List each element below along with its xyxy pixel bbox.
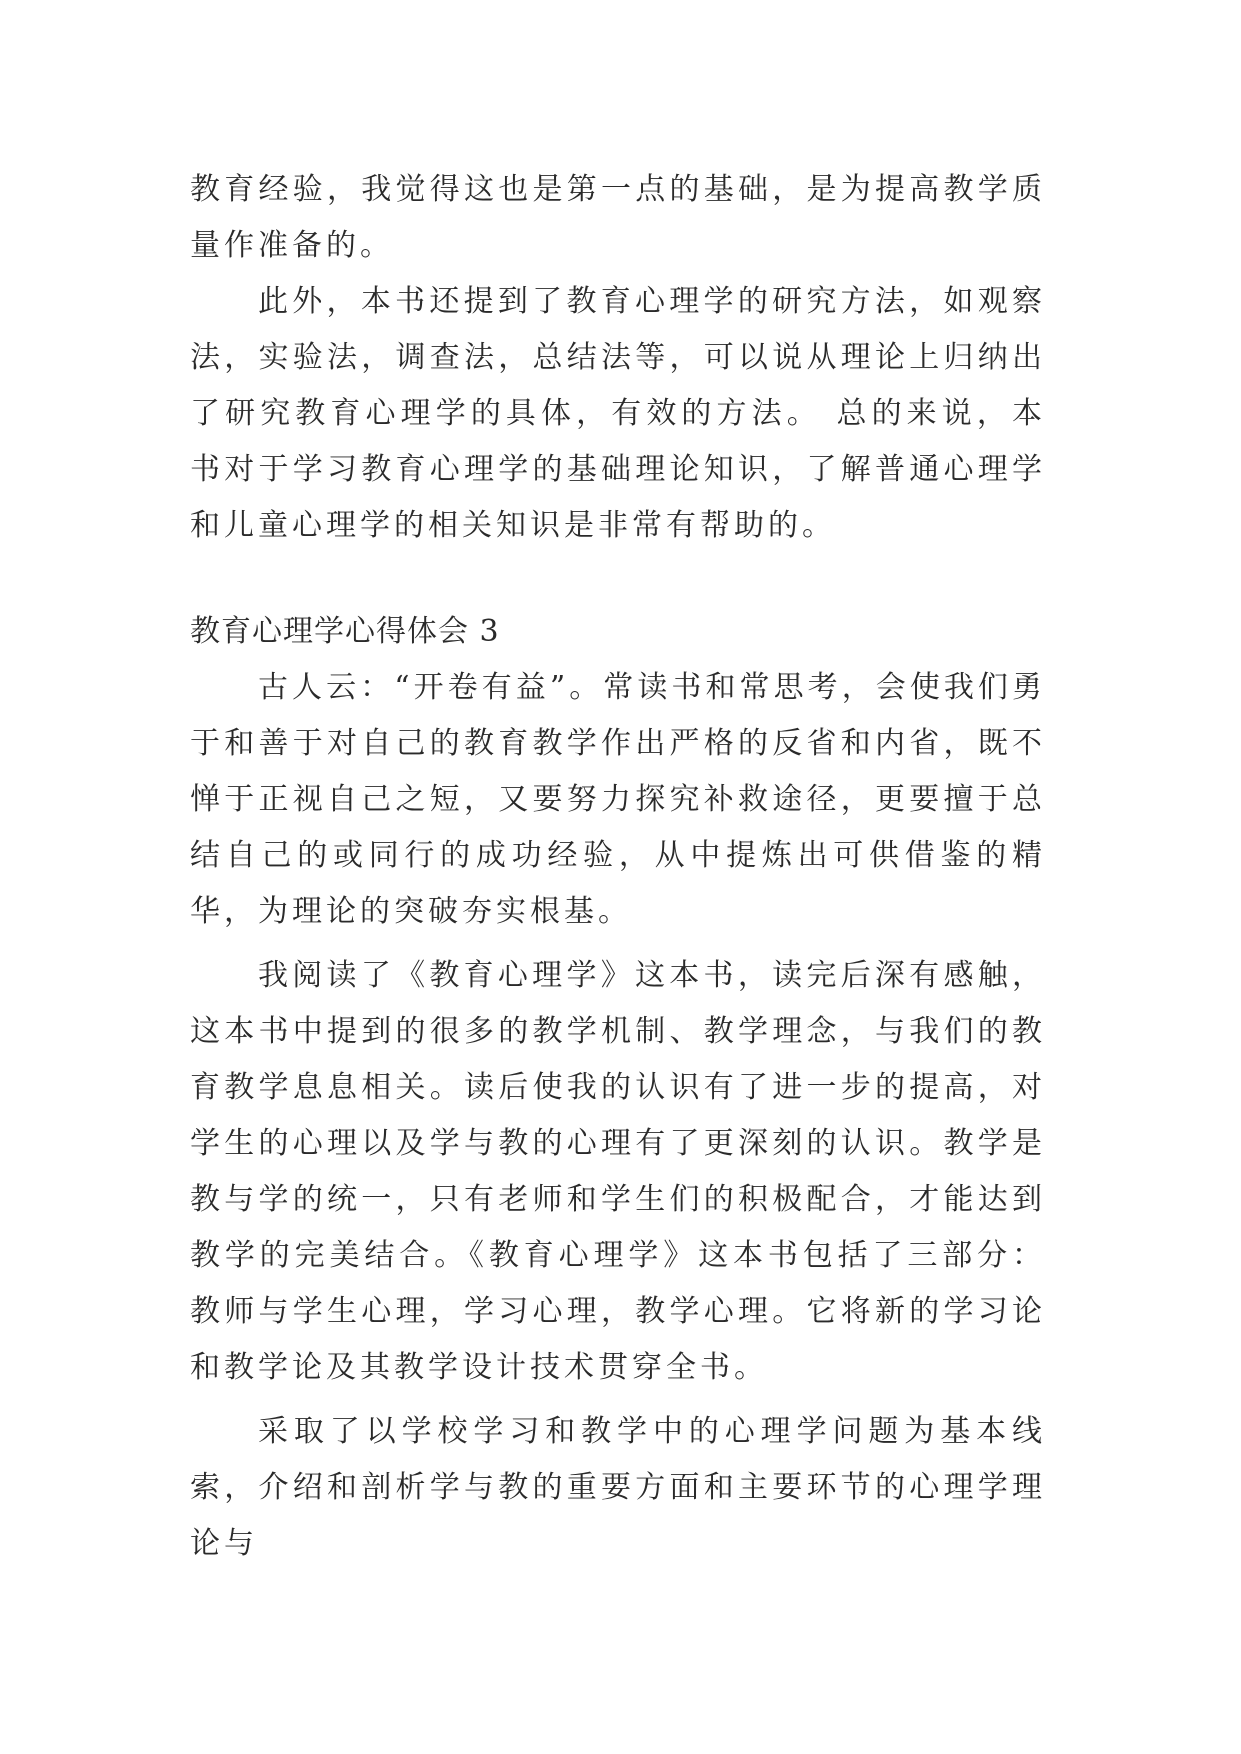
paragraph-research-methods: 此外，本书还提到了教育心理学的研究方法，如观察法，实验法，调查法，总结法等，可以说从理论上归纳出了研究教育心理学的具体，有效的方法。 总的来说，本书对于学习教育心理学的基础理论知识，了解普通心理学和儿童心理学的相关知识是非常有帮助的。 bbox=[190, 284, 1046, 543]
paragraph-ancient-saying: 古人云：“开卷有益”。常读书和常思考，会使我们勇于和善于对自己的教育教学作出严格的反省和内省，既不惮于正视自己之短，又要努力探究补救途径，更要擅于总结自己的或同行的成功经验，从中提炼出可供借鉴的精华，为理论的突破夯实根基。 bbox=[190, 670, 1046, 929]
section-continued-text bbox=[190, 162, 1046, 554]
paragraph-continued: 教育经验，我觉得这也是第一点的基础，是为提高教学质量作准备的。 bbox=[190, 172, 1046, 263]
section-reflection-3 bbox=[190, 604, 1046, 1572]
paragraph-approach: 采取了以学校学习和教学中的心理学问题为基本线索，介绍和剖析学与教的重要方面和主要环节的心理学理论与 bbox=[190, 1414, 1046, 1561]
paragraph-book-reading: 我阅读了《教育心理学》这本书，读完后深有感触，这本书中提到的很多的教学机制、教学理念，与我们的教育教学息息相关。读后使我的认识有了进一步的提高，对学生的心理以及学与教的心理有了更深刻的认识。教学是教与学的统一，只有老师和学生们的积极配合，才能达到教学的完美结合。《教育心理学》这本书包括了三部分：教师与学生心理，学习心理，教学心理。它将新的学习论和教学论及其教学设计技术贯穿全书。 bbox=[190, 958, 1046, 1385]
section-title: 教育心理学心得体会 3 bbox=[190, 614, 500, 649]
